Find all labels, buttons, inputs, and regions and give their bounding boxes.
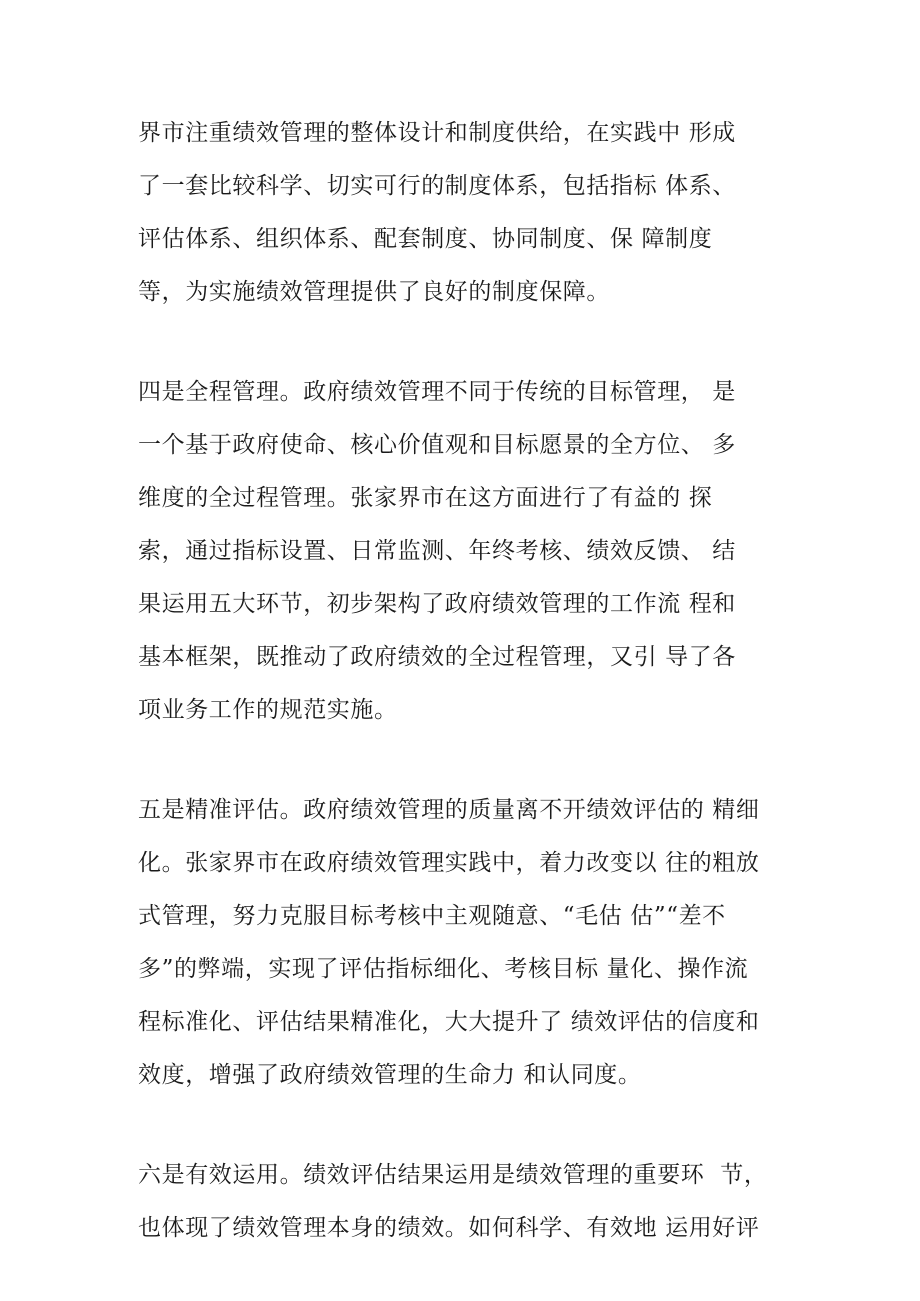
text-line: 化。张家界市在政府绩效管理实践中，着力改变以 往的粗放 xyxy=(138,850,760,876)
text-line: 等，为实施绩效管理提供了良好的制度保障。 xyxy=(138,279,610,305)
text-line: 程标准化、评估结果精准化，大大提升了 绩效评估的信度和 xyxy=(138,1009,760,1035)
text-line: 五是精准评估。政府绩效管理的质量离不开绩效评估的 精细 xyxy=(138,797,760,823)
text-line: 索，通过指标设置、日常监测、年终考核、绩效反馈、 结 xyxy=(138,538,736,564)
text-line: 果运用五大环节，初步架构了政府绩效管理的工作流 程和 xyxy=(138,591,736,617)
text-line: 基本框架，既推动了政府绩效的全过程管理，又引 导了各 xyxy=(138,644,736,670)
text-line: 了一套比较科学、切实可行的制度体系，包括指标 体系、 xyxy=(138,173,736,199)
text-line: 多”的弊端，实现了评估指标细化、考核目标 量化、操作流 xyxy=(138,956,749,982)
text-line: 六是有效运用。绩效评估结果运用是绩效管理的重要环 节， xyxy=(138,1162,768,1188)
text-line: 一个基于政府使命、核心价值观和目标愿景的全方位、 多 xyxy=(138,432,736,458)
text-line: 四是全程管理。政府绩效管理不同于传统的目标管理， 是 xyxy=(138,379,736,405)
text-line: 项业务工作的规范实施。 xyxy=(138,697,398,723)
text-line: 效度，增强了政府绩效管理的生命力 和认同度。 xyxy=(138,1062,642,1088)
text-line: 界市注重绩效管理的整体设计和制度供给，在实践中 形成 xyxy=(138,120,736,146)
text-line: 也体现了绩效管理本身的绩效。如何科学、有效地 运用好评 xyxy=(138,1215,760,1241)
text-line: 评估体系、组织体系、配套制度、协同制度、保 障制度 xyxy=(138,226,713,252)
text-line: 维度的全过程管理。张家界市在这方面进行了有益的 探 xyxy=(138,485,713,511)
text-line: 式管理，努力克服目标考核中主观随意、“毛估 估”“差不 xyxy=(138,903,726,929)
